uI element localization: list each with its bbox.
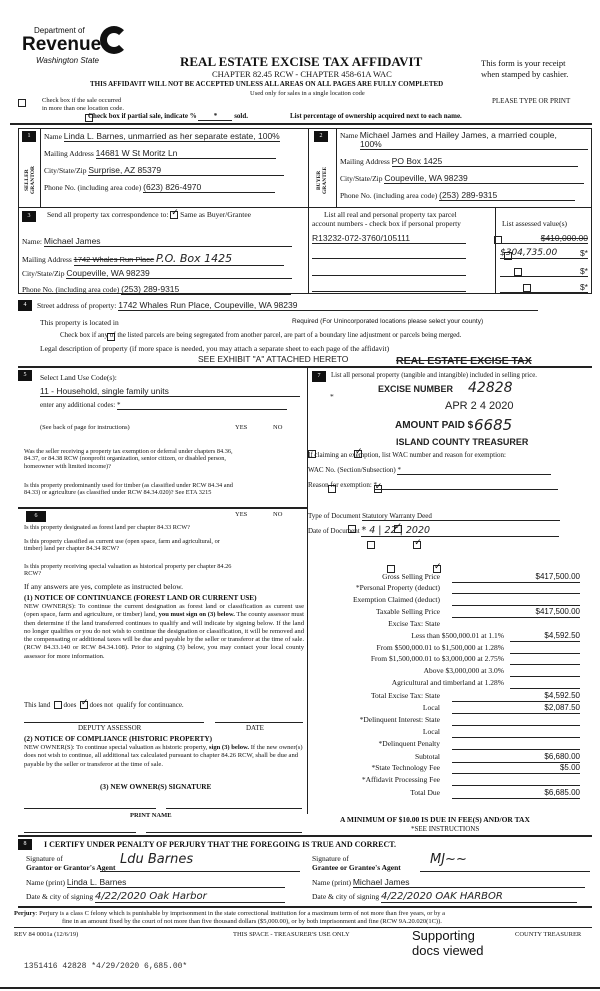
- grantor-signature: Ldu Barnes: [120, 852, 194, 867]
- located-in-label: This property is located in: [40, 318, 119, 327]
- tax-row: [300, 666, 590, 678]
- no-header: NO: [273, 424, 283, 431]
- tax-row-label: From $500,000.01 to $1,500,000 at 1.28%: [376, 643, 504, 652]
- notice-bold: sign (3) below.: [208, 744, 250, 751]
- notice-text: NEW OWNER(S): To continue special valuation as historic property,: [24, 744, 208, 751]
- multi-location-label: in more than one location code.: [42, 105, 124, 112]
- same-as-buyer-label: Same as Buyer/Grantee: [180, 210, 251, 219]
- land-use-code-field[interactable]: 11 - Household, single family units: [40, 386, 300, 397]
- yes-header: YES: [235, 424, 248, 431]
- grantor-print-name-field[interactable]: Linda L. Barnes: [67, 877, 285, 888]
- single-location-note: Used only for sales in a single location code: [250, 90, 365, 97]
- tax-row: [300, 583, 590, 595]
- tax-row-value[interactable]: [452, 727, 580, 738]
- additional-codes-field[interactable]: *: [117, 401, 287, 410]
- receipt-note: when stamped by cashier.: [481, 69, 569, 79]
- tax-row-label: Agricultural and timberland at 1.28%: [391, 678, 504, 687]
- parcel-number-field[interactable]: [312, 258, 466, 259]
- see-instructions-note: *SEE INSTRUCTIONS: [411, 825, 480, 833]
- stamp-date: APR 2 4 2020: [445, 400, 514, 412]
- grantor-date-city-field[interactable]: 4/22/2020 Oak Harbor: [95, 891, 285, 903]
- parcel-number-field[interactable]: [312, 275, 466, 276]
- seller-city-label: City/State/Zip: [44, 166, 87, 175]
- tax-row-value[interactable]: $417,500.00: [452, 572, 580, 583]
- perjury-text: : Perjury is a class C felony which is punishable by imprisonment in the state correctional institution for a maximum term of not more than five years, or by a: [35, 910, 446, 917]
- parcel-number-field[interactable]: R13232-072-3760/105111: [312, 233, 466, 244]
- parcel-number-field[interactable]: [312, 291, 466, 292]
- this-land-label: This land: [24, 701, 51, 709]
- historic-question: Is this property receiving special valuation as historical property per chapter 84.26 RCW?: [24, 563, 232, 578]
- buyer-city-label: City/State/Zip: [340, 174, 383, 183]
- seller-address-label: Mailing Address: [44, 149, 94, 158]
- corr-name-field[interactable]: Michael James: [44, 236, 292, 247]
- tax-row-label: *Delinquent Interest: State: [359, 715, 440, 724]
- corr-city-field[interactable]: Coupeville, WA 98239: [66, 268, 292, 279]
- tax-row-value[interactable]: [510, 678, 580, 689]
- wac-label: WAC No. (Section/Subsection): [308, 466, 396, 474]
- current-use-question: Is this property classified as current use (open space, farm and agricultural, or timber) land per chapter 84.34 RCW?: [24, 538, 220, 553]
- tax-row-value[interactable]: $5.00: [452, 763, 580, 774]
- perjury-text: fine in an amount fixed by the court of not more than five thousand dollars ($5,000.00), or by both imprisonment and fine (RCW 9A.20.020(1C)).: [62, 918, 442, 925]
- tax-row: [300, 703, 590, 715]
- notice-continuance-text: [24, 603, 304, 661]
- seller-city-field[interactable]: Surprise, AZ 85379: [88, 165, 284, 176]
- corr-address-handwritten[interactable]: P.O. Box 1425: [156, 252, 233, 265]
- tax-row: [300, 727, 590, 739]
- tax-row-label: Excise Tax: State: [388, 619, 440, 628]
- reason-label: Reason for exemption:: [308, 481, 372, 489]
- tax-row: [300, 595, 590, 607]
- section-number: 3: [22, 211, 36, 222]
- tax-row-label: Exemption Claimed (deduct): [352, 595, 440, 604]
- assessed-value-field[interactable]: $*: [500, 266, 588, 277]
- corr-city-label: City/State/Zip: [22, 269, 65, 278]
- notice-text: The county assessor must then determine if the land transferred continues to qualify and will indicate by signing below. If the land no longer qualifies or you do not wish to continue the designation or classification, it will be removed and the compensating or additional taxes will be due and payable by the seller or transferor at the time of sale. (RCW 84.33.140 or RCW 84.34.108). Prior to signing (3) below, you may contact your local county assessor for more information.: [24, 611, 305, 660]
- tax-row-label: Taxable Selling Price: [375, 607, 440, 616]
- tax-row-value[interactable]: $2,087.50: [452, 703, 580, 714]
- partial-sale-label: Check box if partial sale, indicate %: [88, 112, 197, 120]
- segregated-label: Check box if any of the listed parcels are being segregated from another parcel, are part of a boundary line adjustment or parcels being merged.: [60, 331, 462, 339]
- legal-description-label: Legal description of property (if more space is needed, you may attach a separate sheet to each page of the affidavit): [40, 344, 390, 353]
- no-header: NO: [273, 511, 283, 518]
- assessed-header: List assessed value(s): [502, 219, 567, 228]
- buyer-side-label: BUYER GRANTEE: [316, 166, 328, 194]
- corr-phone-label: Phone No. (including area code): [22, 285, 120, 294]
- personal-property-label: List all personal property (tangible and intangible) included in selling price.: [331, 372, 537, 379]
- tax-row-value[interactable]: [452, 715, 580, 726]
- certify-title: I CERTIFY UNDER PENALTY OF PERJURY THAT THE FOREGOING IS TRUE AND CORRECT.: [44, 840, 397, 849]
- tax-row-value[interactable]: $4,592.50: [452, 691, 580, 702]
- tax-row-label: *Affidavit Processing Fee: [361, 775, 440, 784]
- tax-row-label: Total Excise Tax: State: [370, 691, 440, 700]
- buyer-city-field[interactable]: Coupeville, WA 98239: [384, 173, 584, 184]
- if-yes-note: If any answers are yes, complete as instructed below.: [24, 582, 184, 591]
- correspondence-label: Send all property tax correspondence to:: [47, 210, 169, 219]
- amount-paid-label: AMOUNT PAID $: [395, 420, 474, 431]
- tax-row-label: *State Technology Fee: [371, 763, 440, 772]
- grantee-signature-field[interactable]: [420, 852, 590, 872]
- tax-row: [300, 763, 590, 775]
- grantor-signature-field[interactable]: [100, 852, 300, 872]
- buyer-phone-label: Phone No. (including area code): [340, 191, 438, 200]
- notice-bold: you must sign on (3) below.: [158, 611, 235, 619]
- corr-address-label: Mailing Address: [22, 255, 72, 264]
- doc-date-label: Date of Document: [308, 527, 360, 535]
- stamp-excise-label: EXCISE NUMBER: [378, 384, 454, 394]
- grantee-date-city-field[interactable]: 4/22/2020 OAK HARBOR: [381, 891, 577, 903]
- county-treasurer-label: COUNTY TREASURER: [515, 931, 582, 938]
- grantee-signature: MJ~~: [430, 852, 467, 867]
- tax-row-label: Local: [422, 727, 440, 736]
- section-number: 2: [314, 131, 328, 142]
- excise-number: 42828: [468, 380, 513, 396]
- logo-text: Washington State: [36, 56, 100, 65]
- county-required-note: Required (For Unincorporated locations please select your county): [292, 318, 484, 325]
- tax-row: [300, 775, 590, 787]
- section-number: 5: [18, 370, 32, 381]
- tax-row-label: *Personal Property (deduct): [355, 583, 440, 592]
- tax-row: [300, 619, 590, 631]
- name-print-label: Name (print): [312, 878, 351, 887]
- notice-continuance-title: (1) NOTICE OF CONTINUANCE (FOREST LAND OR CURRENT USE): [24, 593, 257, 602]
- tax-row-label: Local: [422, 703, 440, 712]
- supporting-docs-stamp: docs viewed: [412, 943, 484, 958]
- tax-row-label: Less than $500,000.01 at 1.1%: [411, 631, 504, 640]
- receipt-line: 1351416 42828 *4/29/2020 6,685.00*: [24, 962, 188, 971]
- see-back-note: (See back of page for instructions): [40, 424, 130, 431]
- tax-row-label: Subtotal: [414, 752, 440, 761]
- dor-logo: [22, 24, 132, 72]
- section-number: 8: [18, 839, 32, 850]
- tax-row-value[interactable]: $4,592.50: [510, 631, 580, 642]
- multi-location-checkbox[interactable]: [18, 99, 26, 107]
- grantor-agent-label: Grantor or Grantor's Agent: [26, 863, 116, 872]
- receipt-note: This form is your receipt: [481, 58, 566, 68]
- forest-land-question: Is this property designated as forest land per chapter 84.33 RCW?: [24, 524, 190, 531]
- sold-label: sold.: [234, 112, 249, 120]
- logo-swirl-icon: [100, 26, 128, 54]
- q-yes-checkbox[interactable]: [367, 541, 375, 549]
- same-as-buyer-checkbox[interactable]: [170, 211, 178, 219]
- date-city-label: Date & city of signing: [26, 892, 94, 901]
- timber-question: Is this property predominantly used for timber (as classified under RCW 84.34 and 84.33) or agriculture (as classified under RCW 84.34.020)? See ETA 3215: [24, 482, 233, 497]
- doc-date-field[interactable]: * 4 | 22 | 2020: [361, 525, 559, 537]
- logo-text: Department of: [34, 26, 85, 35]
- partial-percent-field[interactable]: *: [198, 112, 232, 121]
- section-number: 4: [18, 300, 32, 311]
- notice-compliance-text: [24, 744, 304, 769]
- tax-row-value[interactable]: [510, 643, 580, 654]
- form-number: REV 84 0001a (12/6/19): [14, 931, 79, 938]
- tax-row-value[interactable]: $6,680.00: [452, 752, 580, 763]
- tax-row-value[interactable]: [452, 739, 580, 750]
- tax-row: [300, 654, 590, 666]
- qualify-label: qualify for continuance.: [116, 701, 184, 709]
- section-number: 7: [312, 371, 326, 382]
- tax-row-label: *Delinquent Penalty: [378, 739, 440, 748]
- seller-address-field[interactable]: 14681 W St Moritz Ln: [96, 148, 276, 159]
- personal-property-field[interactable]: *: [330, 392, 334, 401]
- tax-row-value[interactable]: [452, 583, 580, 594]
- tax-row-value[interactable]: $6,685.00: [452, 788, 580, 799]
- buyer-name-field-line2[interactable]: 100%: [360, 139, 588, 150]
- tax-row-label: Above $3,000,000 at 3.0%: [423, 666, 504, 675]
- exemption-label: If claiming an exemption, list WAC number and reason for exemption:: [308, 451, 506, 459]
- notice-compliance-title: (2) NOTICE OF COMPLIANCE (HISTORIC PROPERTY): [24, 734, 213, 743]
- multi-location-label: Check box if the sale occurred: [42, 97, 122, 104]
- date-city-label: Date & city of signing: [312, 892, 380, 901]
- section-number: 6: [26, 511, 46, 522]
- print-name-label: PRINT NAME: [130, 812, 172, 819]
- does-checkbox[interactable]: [54, 701, 62, 709]
- tax-row-value[interactable]: [452, 595, 580, 606]
- form-title: REAL ESTATE EXCISE TAX AFFIDAVIT: [180, 54, 423, 69]
- notice-text: If the new owner(s) does not wish to continue, all additional tax calculated pursuant to chapter 84.26 RCW, shall be due and payable by the seller or transferor at the time of sale.: [24, 744, 303, 768]
- tax-row: [300, 678, 590, 690]
- treasurer-space-label: THIS SPACE - TREASURER'S USE ONLY: [233, 931, 350, 938]
- legal-description-field[interactable]: SEE EXHIBIT "A" ATTACHED HERETO: [198, 354, 349, 364]
- parcel-header: List all real and personal property tax parcel: [324, 210, 457, 219]
- wac-field[interactable]: *: [397, 466, 551, 475]
- doc-type-field[interactable]: Statutory Warranty Deed: [362, 512, 560, 521]
- please-type-note: PLEASE TYPE OR PRINT: [492, 97, 571, 105]
- county-treasurer-stamp: ISLAND COUNTY TREASURER: [396, 437, 529, 447]
- does-not-label: does not: [89, 701, 114, 709]
- sig-of-label: Signature of: [312, 854, 349, 863]
- tax-row-value[interactable]: $417,500.00: [452, 607, 580, 618]
- seller-phone-label: Phone No. (including area code): [44, 183, 142, 192]
- tax-row-value[interactable]: [452, 775, 580, 786]
- seller-name-field[interactable]: Linda L. Barnes, unmarried as her separate estate, 100%: [63, 131, 280, 141]
- tax-row-value[interactable]: [510, 654, 580, 665]
- q-no-checkbox[interactable]: [413, 541, 421, 549]
- grantee-print-name-field[interactable]: Michael James: [353, 877, 585, 888]
- dollar-sign: $*: [579, 248, 588, 258]
- reason-field[interactable]: *: [374, 481, 558, 490]
- warning-text: THIS AFFIDAVIT WILL NOT BE ACCEPTED UNLESS ALL AREAS ON ALL PAGES ARE FULLY COMPLETED: [90, 80, 444, 88]
- logo-text: Revenue: [22, 34, 102, 55]
- assessed-value-struck: $410,000.00: [500, 233, 588, 244]
- additional-codes-label: enter any additional codes:: [40, 401, 116, 409]
- tax-row-label: Total Due: [410, 788, 440, 797]
- buyer-name-label: Name: [340, 131, 358, 140]
- buyer-address-field[interactable]: PO Box 1425: [392, 156, 578, 167]
- deputy-assessor-label: DEPUTY ASSESSOR: [78, 724, 142, 732]
- parcel-header: account numbers - check box if personal property: [312, 219, 461, 228]
- minimum-due-note: A MINIMUM OF $10.00 IS DUE IN FEE(S) AND/OR TAX: [340, 815, 530, 824]
- tax-row: [300, 631, 590, 643]
- grantee-agent-label: Grantee or Grantee's Agent: [312, 863, 401, 872]
- seller-phone-field[interactable]: (623) 826-4970: [143, 182, 275, 193]
- assessed-value-handwritten: $304,735.00: [500, 248, 558, 258]
- buyer-name-field[interactable]: Michael James and Hailey James, a married couple,: [359, 130, 557, 140]
- name-print-label: Name (print): [26, 878, 65, 887]
- amount-paid-value: 6685: [474, 416, 513, 434]
- street-address-field[interactable]: 1742 Whales Run Place, Coupeville, WA 98239: [118, 300, 538, 311]
- corr-name-label: Name:: [22, 237, 42, 246]
- tax-row: [300, 739, 590, 751]
- land-use-label: Select Land Use Code(s):: [40, 373, 117, 382]
- street-label: Street address of property:: [37, 301, 117, 310]
- yes-header: YES: [235, 511, 248, 518]
- form-subtitle: CHAPTER 82.45 RCW - CHAPTER 458-61A WAC: [212, 69, 392, 79]
- supporting-docs-stamp: Supporting: [412, 928, 475, 943]
- buyer-address-label: Mailing Address: [340, 157, 390, 166]
- assessed-value-field[interactable]: [500, 248, 588, 259]
- tax-row-label: Gross Selling Price: [382, 572, 440, 581]
- does-label: does: [63, 701, 77, 709]
- ownership-note: List percentage of ownership acquired next to each name.: [290, 112, 462, 120]
- partial-sale-row: [88, 112, 248, 121]
- new-owner-signature-title: (3) NEW OWNER(S) SIGNATURE: [100, 782, 212, 791]
- assessed-value-field[interactable]: $*: [500, 282, 588, 293]
- notice-text: NEW OWNER(S): To continue the current designation as forest land or classification as current use (open space, farm and agriculture, or timber) land,: [24, 603, 304, 619]
- buyer-phone-field[interactable]: (253) 289-9315: [439, 190, 575, 201]
- stamp-title: REAL ESTATE EXCISE TAX: [396, 355, 532, 367]
- exemption-question: Was the seller receiving a property tax exemption or deferral under chapters 84.36, 84.37, or 84.38 RCW (nonprofit organization, senior citizen, or disabled person, homeowner with limited income)?: [24, 448, 233, 470]
- seller-name-label: Name: [44, 132, 62, 141]
- sig-of-label: Signature of: [26, 854, 63, 863]
- tax-row-value[interactable]: [510, 666, 580, 677]
- tax-row: [300, 715, 590, 727]
- corr-phone-field[interactable]: (253) 289-9315: [121, 284, 291, 295]
- tax-row-label: From $1,500,000.01 to $3,000,000 at 2.75%: [370, 654, 504, 663]
- doc-type-label: Type of Document: [308, 512, 361, 520]
- section-number: 1: [22, 131, 36, 142]
- seller-side-label: SELLER GRANTOR: [24, 166, 36, 195]
- tax-row: [300, 691, 590, 703]
- date-label: DATE: [246, 724, 264, 732]
- corr-address-struck: 1742 Whales Run Place: [73, 255, 155, 264]
- tax-row: [300, 788, 590, 800]
- perjury-label: Perjury: [14, 910, 36, 917]
- does-not-checkbox[interactable]: [80, 701, 88, 709]
- tax-row: [300, 607, 590, 619]
